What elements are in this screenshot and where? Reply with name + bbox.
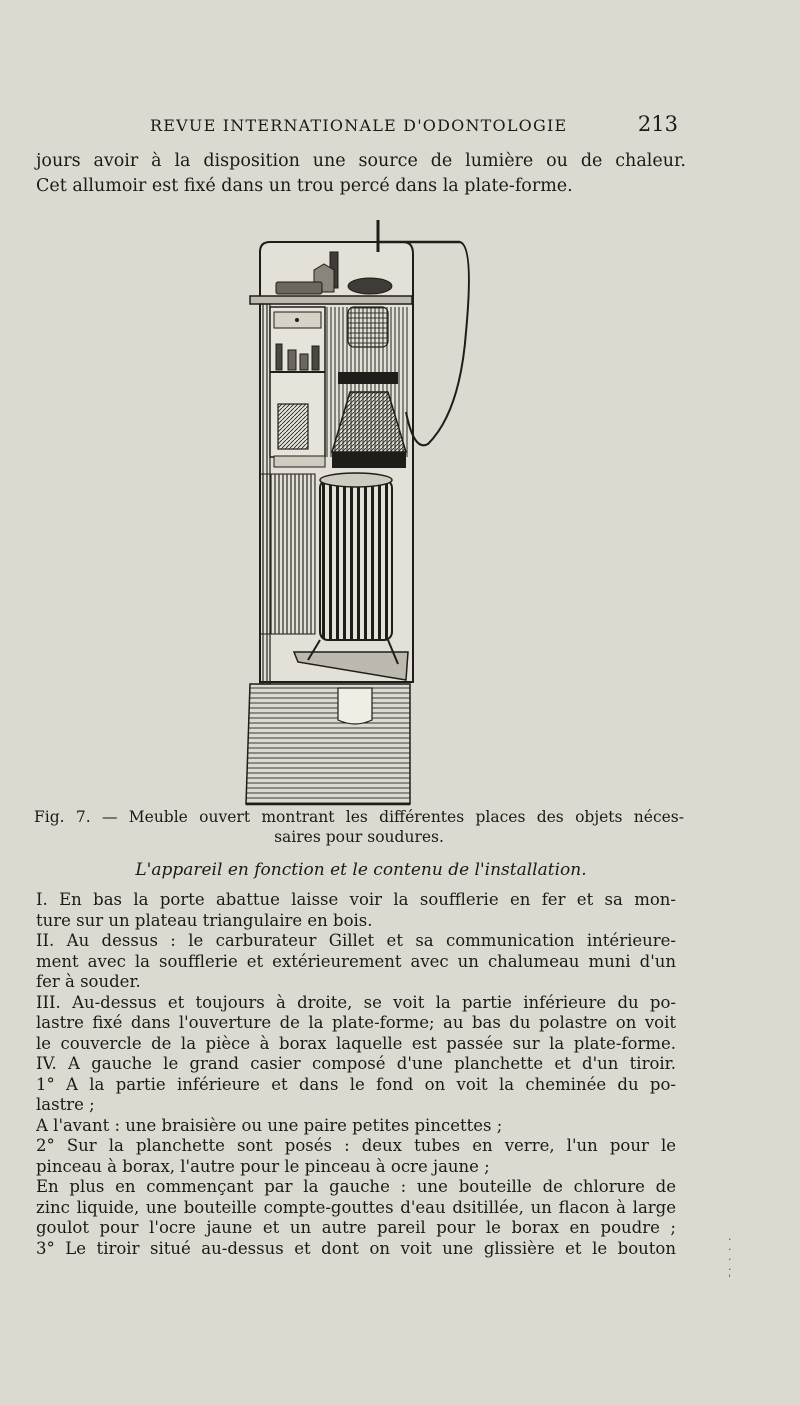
text-line: 2° Sur la planchette sont posés : deux tubes en verre, l'un pour le xyxy=(36,1136,676,1155)
text-line: 1° A la partie inférieure et dans le fond on voit la cheminée du po- xyxy=(36,1074,676,1094)
body-text xyxy=(36,890,676,1259)
section-heading: L'appareil en fonction et le contenu de l'installation. xyxy=(135,860,587,880)
page-number: 213 xyxy=(637,112,678,136)
figure-caption-line-1: Fig. 7. — Meuble ouvert montrant les différentes places des objets néces- xyxy=(34,808,684,826)
running-title: REVUE INTERNATIONALE D'ODONTOLOGIE xyxy=(150,116,568,135)
text-line: le couvercle de la pièce à borax laquelle est passée sur la plate-forme. xyxy=(36,1033,676,1053)
text-line: pinceau à borax, l'autre pour le pinceau à ocre jaune ; xyxy=(36,1156,490,1176)
text-line: goulot pour l'ocre jaune et un autre pareil pour le borax en poudre ; xyxy=(36,1218,676,1237)
intro-line-2: Cet allumoir est fixé dans un trou percé dans la plate-forme. xyxy=(36,176,573,196)
text-line: IV. A gauche le grand casier composé d'une planchette et d'un tiroir. xyxy=(36,1054,676,1073)
intro-line-1: jours avoir à la disposition une source de lumière ou de chaleur. xyxy=(36,151,686,171)
text-line: ture sur un plateau triangulaire en bois. xyxy=(36,910,373,930)
text-line: III. Au-dessus et toujours à droite, se voit la partie inférieure du po- xyxy=(36,992,676,1012)
running-header xyxy=(150,112,690,140)
cabinet-illustration xyxy=(238,212,474,808)
text-line: fer à souder. xyxy=(36,972,141,991)
margin-marks: · · · · ˈ xyxy=(728,1233,732,1286)
text-line: I. En bas la porte abattue laisse voir la soufflerie en fer et sa mon- xyxy=(36,890,676,909)
text-line: A l'avant : une braisière ou une paire petites pincettes ; xyxy=(36,1115,503,1135)
text-line: 3° Le tiroir situé au-dessus et dont on voit une glissière et le bouton xyxy=(36,1238,676,1258)
figure-caption-line-2: saires pour soudures. xyxy=(274,828,444,846)
text-line: zinc liquide, une bouteille compte-gouttes d'eau dsitillée, un flacon à large xyxy=(36,1197,676,1217)
text-line: lastre fixé dans l'ouverture de la plate-forme; au bas du polastre on voit xyxy=(36,1013,676,1032)
text-line: II. Au dessus : le carburateur Gillet et sa communication intérieure- xyxy=(36,931,676,950)
text-line: lastre ; xyxy=(36,1095,95,1114)
text-line: ment avec la soufflerie et extérieurement avec un chalumeau muni d'un xyxy=(36,951,676,971)
text-line: En plus en commençant par la gauche : une bouteille de chlorure de xyxy=(36,1177,676,1196)
